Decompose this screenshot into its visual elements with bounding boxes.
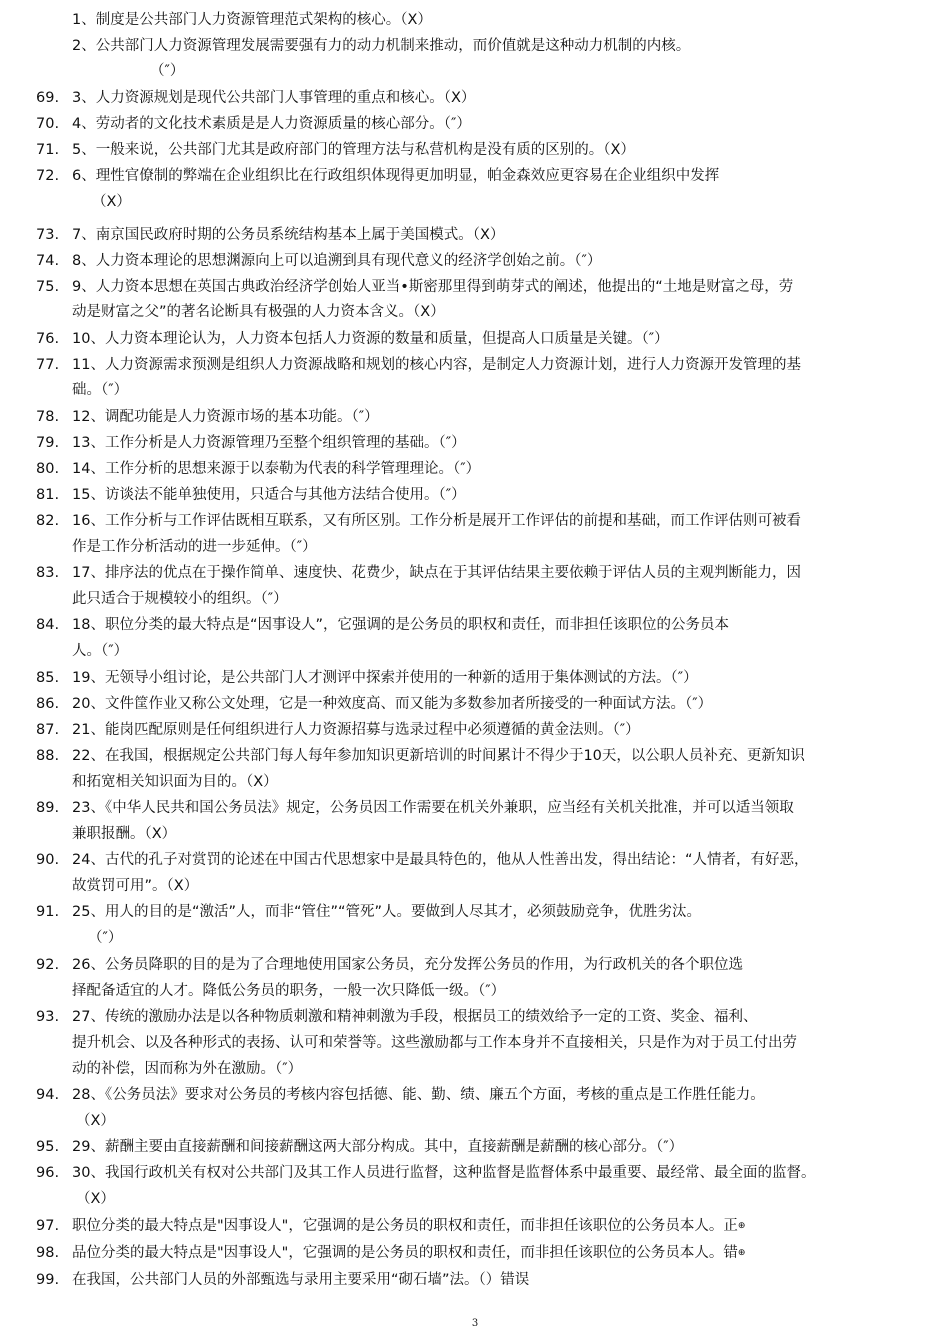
question-text-line: （X） [76,1113,115,1129]
question-text-line: 14、工作分析的思想来源于以泰勒为代表的科学管理理论。（″） [72,461,481,477]
question-text-line: 动是财富之父”的著名论断具有极强的人力资本含义。（X） [72,304,445,320]
question-text-line: 人。（″） [72,643,129,659]
question-number: 99. [36,1272,60,1288]
question-text-line: 27、传统的激励办法是以各种物质刺激和精神刺激为手段，根据员工的绩效给予一定的工资、奖金、福利、 [72,1009,758,1025]
question-text-line: 品位分类的最大特点是"因事设人"，它强调的是公务员的职权和责任，而非担任该职位的公务员本人。错⊕ [72,1245,746,1261]
question-text-line: 20、文件筐作业又称公文处理，它是一种效度高、而又能为多数参加者所接受的一种面试方法。（″） [72,696,713,712]
question-number: 97. [36,1218,60,1234]
question-text-line: 18、职位分类的最大特点是“因事设人”，它强调的是公务员的职权和责任，而非担任该职位的公务员本 [72,617,729,633]
question-number: 82. [36,513,60,529]
question-number: 90. [36,852,60,868]
question-number: 70. [36,116,60,132]
question-text-line: 4、劳动者的文化技术素质是是人力资源质量的核心部分。（″） [72,116,471,132]
question-number: 75. [36,279,60,295]
question-number: 92. [36,957,60,973]
question-text-line: 3、人力资源规划是现代公共部门人事管理的重点和核心。（X） [72,90,476,106]
question-text-line: （X） [76,1191,115,1207]
question-text-line: 此只适合于规模较小的组织。（″） [72,591,288,607]
question-text-line: 19、无领导小组讨论，是公共部门人才测评中探索并使用的一种新的适用于集体测试的方法。（″） [72,670,698,686]
question-text-line: （X） [92,194,131,210]
question-text-line: 30、我国行政机关有权对公共部门及其工作人员进行监督，这种监督是监督体系中最重要、最经常、最全面的监督。 [72,1165,816,1181]
question-text-line: 13、工作分析是人力资源管理乃至整个组织管理的基础。（″） [72,435,466,451]
question-number: 88. [36,748,60,764]
question-number: 87. [36,722,60,738]
question-text-line: 22、在我国，根据规定公共部门每人每年参加知识更新培训的时间累计不得少于10天，以公职人员补充、更新知识 [72,748,805,764]
question-number: 79. [36,435,60,451]
question-number: 69. [36,90,60,106]
footnote-mark: ⊕ [737,1248,746,1258]
question-number: 73. [36,227,60,243]
question-text-line: 础。（″） [72,382,129,398]
question-number: 76. [36,331,60,347]
question-text-line: 作是工作分析活动的进一步延伸。（″） [72,539,317,555]
question-text-line: （″） [150,63,185,79]
question-number: 98. [36,1245,60,1261]
question-number: 93. [36,1009,60,1025]
question-text-line: 故赏罚可用”。（X） [72,878,199,894]
question-text-line: 兼职报酬。（X） [72,826,177,842]
question-text-line: 1、制度是公共部门人力资源管理范式架构的核心。（X） [72,12,432,28]
question-text-line: （″） [88,930,123,946]
question-text-line: 和拓宽相关知识面为目的。（X） [72,774,278,790]
question-text-line: 15、访谈法不能单独使用，只适合与其他方法结合使用。（″） [72,487,466,503]
question-text-line: 26、公务员降职的目的是为了合理地使用国家公务员，充分发挥公务员的作用，为行政机关的各个职位选 [72,957,743,973]
question-number: 85. [36,670,60,686]
question-text-line: 在我国，公共部门人员的外部甄选与录用主要采用“砌石墙”法。（）错误 [72,1272,530,1288]
question-number: 71. [36,142,60,158]
question-text-line: 11、人力资源需求预测是组织人力资源战略和规划的核心内容，是制定人力资源计划，进行人力资源开发管理的基 [72,357,801,373]
question-text-line: 职位分类的最大特点是"因事设人"，它强调的是公务员的职权和责任，而非担任该职位的公务员本人。正⊕ [72,1218,746,1234]
question-number: 94. [36,1087,60,1103]
question-number: 74. [36,253,60,269]
question-text-line: 9、人力资本思想在英国古典政治经济学创始人亚当•斯密那里得到萌芽式的阐述，他提出的“土地是财富之母，劳 [72,279,794,295]
question-text-line: 21、能岗匹配原则是任何组织进行人力资源招募与选录过程中必须遵循的黄金法则。（″） [72,722,640,738]
question-text-line: 6、理性官僚制的弊端在企业组织比在行政组织体现得更加明显，帕金森效应更容易在企业组织中发挥 [72,168,720,184]
question-text-line: 8、人力资本理论的思想渊源向上可以追溯到具有现代意义的经济学创始之前。（″） [72,253,602,269]
question-number: 83. [36,565,60,581]
question-text-line: 择配备适宜的人才。降低公务员的职务，一般一次只降低一级。（″） [72,983,506,999]
question-text-line: 25、用人的目的是“激活”人，而非“管住”“管死”人。要做到人尽其才，必须鼓励竞争，优胜劣汰。 [72,904,702,920]
question-text-line: 10、人力资本理论认为，人力资本包括人力资源的数量和质量，但提高人口质量是关键。（″） [72,331,669,347]
question-number: 89. [36,800,60,816]
question-number: 86. [36,696,60,712]
question-text-line: 提升机会、以及各种形式的表扬、认可和荣誉等。这些激励都与工作本身并不直接相关，只是作为对于员工付出劳 [72,1035,797,1051]
question-number: 81. [36,487,60,503]
question-number: 72. [36,168,60,184]
question-number: 77. [36,357,60,373]
question-number: 80. [36,461,60,477]
question-number: 96. [36,1165,60,1181]
question-text-line: 动的补偿，因而称为外在激励。（″） [72,1061,303,1077]
footnote-mark: ⊕ [737,1221,746,1231]
question-text-line: 29、薪酬主要由直接薪酬和间接薪酬这两大部分构成。其中，直接薪酬是薪酬的核心部分。（″） [72,1139,684,1155]
question-text-line: 12、调配功能是人力资源市场的基本功能。（″） [72,409,379,425]
question-number: 91. [36,904,60,920]
question-text-line: 17、排序法的优点在于操作简单、速度快、花费少，缺点在于其评估结果主要依赖于评估人员的主观判断能力，因 [72,565,801,581]
question-text-line: 28、《公务员法》要求对公务员的考核内容包括德、能、勤、绩、廉五个方面，考核的重点是工作胜任能力。 [72,1087,765,1103]
question-text-line: 24、古代的孔子对赏罚的论述在中国古代思想家中是最具特色的，他从人性善出发，得出结论：“人情者，有好恶， [72,852,809,868]
page-number: 3 [471,1318,479,1329]
question-text-line: 16、工作分析与工作评估既相互联系，又有所区别。工作分析是展开工作评估的前提和基础，而工作评估则可被看 [72,513,801,529]
question-number: 84. [36,617,60,633]
question-text-line: 5、一般来说，公共部门尤其是政府部门的管理方法与私营机构是没有质的区别的。（X） [72,142,635,158]
question-text-line: 7、南京国民政府时期的公务员系统结构基本上属于美国模式。（X） [72,227,505,243]
question-text-line: 2、公共部门人力资源管理发展需要强有力的动力机制来推动，而价值就是这种动力机制的内核。 [72,38,691,54]
question-number: 78. [36,409,60,425]
question-number: 95. [36,1139,60,1155]
question-text-line: 23、《中华人民共和国公务员法》规定，公务员因工作需要在机关外兼职，应当经有关机关批准，并可以适当领取 [72,800,794,816]
